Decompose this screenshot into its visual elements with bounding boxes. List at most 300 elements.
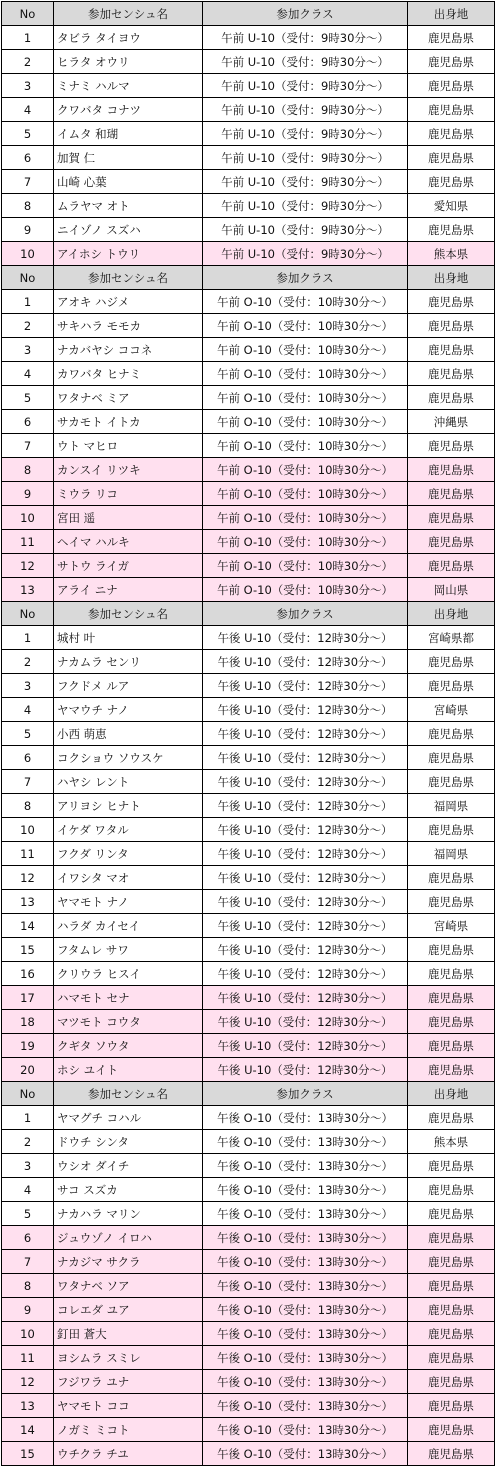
table-row — [2, 194, 495, 218]
row-number: 11 — [2, 530, 54, 554]
row-number: 12 — [2, 1370, 54, 1394]
participant-hometown: 鹿児島県 — [408, 98, 495, 122]
participant-class: 午後 U-10（受付：12時30分〜） — [203, 794, 408, 818]
participant-hometown: 熊本県 — [408, 1130, 495, 1154]
table-row — [2, 938, 495, 962]
participant-hometown: 鹿児島県 — [408, 338, 495, 362]
participant-hometown: 鹿児島県 — [408, 170, 495, 194]
participant-name: マツモト コウタ — [54, 1010, 203, 1034]
table-row — [2, 650, 495, 674]
row-number: 13 — [2, 1394, 54, 1418]
table-row — [2, 50, 495, 74]
table-row — [2, 74, 495, 98]
participant-class: 午前 O-10（受付：10時30分〜） — [203, 578, 408, 602]
participant-hometown: 鹿児島県 — [408, 1346, 495, 1370]
participant-class: 午後 O-10（受付：13時30分〜） — [203, 1442, 408, 1466]
participant-class: 午後 U-10（受付：12時30分〜） — [203, 962, 408, 986]
header-no: No — [2, 266, 54, 290]
participant-hometown: 鹿児島県 — [408, 650, 495, 674]
participant-name: ハマモト セナ — [54, 986, 203, 1010]
row-number: 15 — [2, 1442, 54, 1466]
table-row — [2, 818, 495, 842]
participant-name: イワシタ マオ — [54, 866, 203, 890]
participant-class: 午前 O-10（受付：10時30分〜） — [203, 386, 408, 410]
table-row — [2, 434, 495, 458]
row-number: 20 — [2, 1058, 54, 1082]
participant-class: 午前 O-10（受付：10時30分〜） — [203, 530, 408, 554]
participant-class: 午後 U-10（受付：12時30分〜） — [203, 986, 408, 1010]
row-number: 11 — [2, 1346, 54, 1370]
participant-hometown: 鹿児島県 — [408, 746, 495, 770]
participant-hometown: 鹿児島県 — [408, 362, 495, 386]
participant-name: サカモト イトカ — [54, 410, 203, 434]
table-row — [2, 1178, 495, 1202]
participant-name: アリヨシ ヒナト — [54, 794, 203, 818]
participant-hometown: 鹿児島県 — [408, 554, 495, 578]
participant-name: タビラ タイヨウ — [54, 26, 203, 50]
participant-class: 午後 U-10（受付：12時30分〜） — [203, 1034, 408, 1058]
participant-class: 午後 U-10（受付：12時30分〜） — [203, 746, 408, 770]
table-row — [2, 842, 495, 866]
participant-class: 午前 U-10（受付：9時30分〜） — [203, 146, 408, 170]
row-number: 8 — [2, 458, 54, 482]
participant-name: ヤマモト ナノ — [54, 890, 203, 914]
participant-hometown: 鹿児島県 — [408, 1034, 495, 1058]
table-row — [2, 914, 495, 938]
participant-hometown: 鹿児島県 — [408, 1178, 495, 1202]
participant-hometown: 鹿児島県 — [408, 290, 495, 314]
participant-name: イムタ 和瑚 — [54, 122, 203, 146]
table-row — [2, 986, 495, 1010]
participant-name: 山崎 心葉 — [54, 170, 203, 194]
participant-hometown: 鹿児島県 — [408, 1250, 495, 1274]
participant-name: フジワラ ユナ — [54, 1370, 203, 1394]
table-row — [2, 578, 495, 602]
table-row — [2, 314, 495, 338]
table-row — [2, 962, 495, 986]
row-number: 17 — [2, 986, 54, 1010]
table-row — [2, 890, 495, 914]
participant-hometown: 鹿児島県 — [408, 938, 495, 962]
participant-name: ヤマウチ ナノ — [54, 698, 203, 722]
participant-name: アイホシ トウリ — [54, 242, 203, 266]
participant-name: ホシ ユイト — [54, 1058, 203, 1082]
participant-name: コクショウ ソウスケ — [54, 746, 203, 770]
participant-class: 午後 U-10（受付：12時30分〜） — [203, 914, 408, 938]
participant-hometown: 宮崎県 — [408, 914, 495, 938]
participant-name: ヘイマ ハルキ — [54, 530, 203, 554]
participant-class: 午後 U-10（受付：12時30分〜） — [203, 626, 408, 650]
participant-class: 午後 U-10（受付：12時30分〜） — [203, 890, 408, 914]
section-header-row — [2, 266, 495, 290]
participant-class: 午後 U-10（受付：12時30分〜） — [203, 722, 408, 746]
row-number: 10 — [2, 818, 54, 842]
row-number: 14 — [2, 914, 54, 938]
participant-class: 午後 O-10（受付：13時30分〜） — [203, 1394, 408, 1418]
participant-class: 午前 U-10（受付：9時30分〜） — [203, 50, 408, 74]
participant-hometown: 鹿児島県 — [408, 218, 495, 242]
participant-name: サトウ ライガ — [54, 554, 203, 578]
participant-hometown: 鹿児島県 — [408, 1058, 495, 1082]
participant-name: ムラヤマ オト — [54, 194, 203, 218]
row-number: 7 — [2, 770, 54, 794]
table-row — [2, 170, 495, 194]
row-number: 10 — [2, 242, 54, 266]
header-no: No — [2, 1082, 54, 1106]
participant-class: 午前 U-10（受付：9時30分〜） — [203, 218, 408, 242]
participant-class: 午前 U-10（受付：9時30分〜） — [203, 122, 408, 146]
participant-name: カンスイ リツキ — [54, 458, 203, 482]
participant-class: 午前 O-10（受付：10時30分〜） — [203, 338, 408, 362]
participant-hometown: 鹿児島県 — [408, 506, 495, 530]
table-row — [2, 242, 495, 266]
row-number: 5 — [2, 1202, 54, 1226]
participant-hometown: 福岡県 — [408, 794, 495, 818]
participant-hometown: 鹿児島県 — [408, 26, 495, 50]
participant-name: 小西 萌恵 — [54, 722, 203, 746]
participant-name: 城村 叶 — [54, 626, 203, 650]
participant-class: 午後 O-10（受付：13時30分〜） — [203, 1370, 408, 1394]
participant-name: ナカバヤシ ココネ — [54, 338, 203, 362]
table-row — [2, 122, 495, 146]
participant-class: 午前 O-10（受付：10時30分〜） — [203, 434, 408, 458]
table-row — [2, 554, 495, 578]
participant-class: 午後 U-10（受付：12時30分〜） — [203, 818, 408, 842]
participant-class: 午後 O-10（受付：13時30分〜） — [203, 1154, 408, 1178]
participant-name: サキハラ モモカ — [54, 314, 203, 338]
table-row — [2, 770, 495, 794]
table-row — [2, 1202, 495, 1226]
table-row — [2, 482, 495, 506]
header-class: 参加クラス — [203, 602, 408, 626]
row-number: 4 — [2, 98, 54, 122]
participant-name: コレエダ ユア — [54, 1298, 203, 1322]
participant-class: 午後 U-10（受付：12時30分〜） — [203, 650, 408, 674]
table-row — [2, 1130, 495, 1154]
participant-name: 釘田 蒼大 — [54, 1322, 203, 1346]
participant-name: ナカジマ サクラ — [54, 1250, 203, 1274]
table-row — [2, 866, 495, 890]
row-number: 4 — [2, 362, 54, 386]
participant-name: ヒラタ オウリ — [54, 50, 203, 74]
participant-name: カワバタ ヒナミ — [54, 362, 203, 386]
participant-name: ウト マヒロ — [54, 434, 203, 458]
participant-name: ヨシムラ スミレ — [54, 1346, 203, 1370]
table-row — [2, 1298, 495, 1322]
row-number: 5 — [2, 122, 54, 146]
participant-hometown: 鹿児島県 — [408, 770, 495, 794]
participant-name: 宮田 遥 — [54, 506, 203, 530]
participant-name: クギタ ソウタ — [54, 1034, 203, 1058]
participant-class: 午後 U-10（受付：12時30分〜） — [203, 938, 408, 962]
participant-table-body — [2, 2, 495, 1466]
participant-class: 午前 O-10（受付：10時30分〜） — [203, 458, 408, 482]
header-name: 参加センシュ名 — [54, 602, 203, 626]
participant-hometown: 鹿児島県 — [408, 122, 495, 146]
table-row — [2, 1418, 495, 1442]
participant-class: 午後 O-10（受付：13時30分〜） — [203, 1178, 408, 1202]
participant-hometown: 鹿児島県 — [408, 482, 495, 506]
participant-name: ニイゾノ スズハ — [54, 218, 203, 242]
header-home: 出身地 — [408, 266, 495, 290]
table-row — [2, 218, 495, 242]
participant-name: ノガミ ミコト — [54, 1418, 203, 1442]
participant-hometown: 鹿児島県 — [408, 458, 495, 482]
participant-hometown: 鹿児島県 — [408, 1322, 495, 1346]
participant-name: ウチクラ チユ — [54, 1442, 203, 1466]
row-number: 16 — [2, 962, 54, 986]
row-number: 12 — [2, 554, 54, 578]
row-number: 15 — [2, 938, 54, 962]
row-number: 12 — [2, 866, 54, 890]
table-row — [2, 722, 495, 746]
participant-class: 午後 U-10（受付：12時30分〜） — [203, 1058, 408, 1082]
header-no: No — [2, 602, 54, 626]
table-row — [2, 1034, 495, 1058]
row-number: 4 — [2, 1178, 54, 1202]
table-row — [2, 362, 495, 386]
row-number: 13 — [2, 578, 54, 602]
row-number: 2 — [2, 1130, 54, 1154]
table-row — [2, 338, 495, 362]
table-row — [2, 458, 495, 482]
participant-hometown: 鹿児島県 — [408, 722, 495, 746]
participant-class: 午後 U-10（受付：12時30分〜） — [203, 698, 408, 722]
header-name: 参加センシュ名 — [54, 1082, 203, 1106]
table-row — [2, 1346, 495, 1370]
row-number: 7 — [2, 1250, 54, 1274]
participant-name: 加賀 仁 — [54, 146, 203, 170]
participant-name: ハヤシ レント — [54, 770, 203, 794]
table-row — [2, 1226, 495, 1250]
table-row — [2, 506, 495, 530]
participant-name: ワタナベ ソア — [54, 1274, 203, 1298]
participant-hometown: 鹿児島県 — [408, 386, 495, 410]
row-number: 7 — [2, 434, 54, 458]
participant-class: 午前 U-10（受付：9時30分〜） — [203, 242, 408, 266]
header-class: 参加クラス — [203, 266, 408, 290]
header-name: 参加センシュ名 — [54, 266, 203, 290]
row-number: 10 — [2, 1322, 54, 1346]
section-header-row — [2, 602, 495, 626]
participant-hometown: 沖縄県 — [408, 410, 495, 434]
participant-name: ミウラ リコ — [54, 482, 203, 506]
participant-class: 午後 O-10（受付：13時30分〜） — [203, 1226, 408, 1250]
participant-hometown: 鹿児島県 — [408, 1226, 495, 1250]
row-number: 5 — [2, 722, 54, 746]
participant-class: 午前 O-10（受付：10時30分〜） — [203, 410, 408, 434]
table-row — [2, 794, 495, 818]
participant-class: 午前 O-10（受付：10時30分〜） — [203, 506, 408, 530]
row-number: 6 — [2, 1226, 54, 1250]
table-row — [2, 530, 495, 554]
row-number: 13 — [2, 890, 54, 914]
participant-hometown: 鹿児島県 — [408, 434, 495, 458]
participant-class: 午後 O-10（受付：13時30分〜） — [203, 1298, 408, 1322]
participant-class: 午前 O-10（受付：10時30分〜） — [203, 362, 408, 386]
row-number: 1 — [2, 1106, 54, 1130]
participant-table — [1, 1, 495, 1466]
row-number: 19 — [2, 1034, 54, 1058]
header-home: 出身地 — [408, 602, 495, 626]
header-class: 参加クラス — [203, 2, 408, 26]
participant-hometown: 鹿児島県 — [408, 146, 495, 170]
participant-name: ウシオ ダイチ — [54, 1154, 203, 1178]
participant-hometown: 鹿児島県 — [408, 1106, 495, 1130]
table-row — [2, 674, 495, 698]
participant-name: ジュウゾノ イロハ — [54, 1226, 203, 1250]
row-number: 6 — [2, 410, 54, 434]
table-row — [2, 1394, 495, 1418]
table-row — [2, 386, 495, 410]
table-row — [2, 146, 495, 170]
participant-class: 午前 O-10（受付：10時30分〜） — [203, 554, 408, 578]
participant-hometown: 鹿児島県 — [408, 1394, 495, 1418]
participant-class: 午後 O-10（受付：13時30分〜） — [203, 1322, 408, 1346]
participant-hometown: 鹿児島県 — [408, 674, 495, 698]
participant-hometown: 鹿児島県 — [408, 1274, 495, 1298]
row-number: 11 — [2, 842, 54, 866]
row-number: 2 — [2, 50, 54, 74]
row-number: 9 — [2, 218, 54, 242]
table-row — [2, 1370, 495, 1394]
participant-hometown: 鹿児島県 — [408, 1010, 495, 1034]
table-row — [2, 698, 495, 722]
row-number: 14 — [2, 1418, 54, 1442]
participant-name: ナカムラ センリ — [54, 650, 203, 674]
participant-hometown: 鹿児島県 — [408, 986, 495, 1010]
row-number: 1 — [2, 626, 54, 650]
participant-class: 午後 U-10（受付：12時30分〜） — [203, 770, 408, 794]
participant-class: 午後 O-10（受付：13時30分〜） — [203, 1274, 408, 1298]
table-row — [2, 1442, 495, 1466]
participant-class: 午前 U-10（受付：9時30分〜） — [203, 194, 408, 218]
row-number: 8 — [2, 794, 54, 818]
participant-class: 午前 O-10（受付：10時30分〜） — [203, 314, 408, 338]
table-row — [2, 410, 495, 434]
participant-name: ワタナベ ミア — [54, 386, 203, 410]
participant-name: ナカハラ マリン — [54, 1202, 203, 1226]
participant-class: 午後 U-10（受付：12時30分〜） — [203, 674, 408, 698]
participant-hometown: 福岡県 — [408, 842, 495, 866]
participant-name: イケダ ワタル — [54, 818, 203, 842]
row-number: 18 — [2, 1010, 54, 1034]
table-row — [2, 626, 495, 650]
row-number: 8 — [2, 194, 54, 218]
row-number: 1 — [2, 290, 54, 314]
row-number: 9 — [2, 1298, 54, 1322]
participant-class: 午後 O-10（受付：13時30分〜） — [203, 1250, 408, 1274]
participant-hometown: 鹿児島県 — [408, 1370, 495, 1394]
participant-name: ドウチ シンタ — [54, 1130, 203, 1154]
row-number: 6 — [2, 746, 54, 770]
row-number: 1 — [2, 26, 54, 50]
table-row — [2, 290, 495, 314]
participant-hometown: 岡山県 — [408, 578, 495, 602]
row-number: 10 — [2, 506, 54, 530]
participant-class: 午後 O-10（受付：13時30分〜） — [203, 1106, 408, 1130]
header-class: 参加クラス — [203, 1082, 408, 1106]
participant-name: クリウラ ヒスイ — [54, 962, 203, 986]
participant-class: 午前 U-10（受付：9時30分〜） — [203, 26, 408, 50]
header-no: No — [2, 2, 54, 26]
row-number: 3 — [2, 1154, 54, 1178]
section-header-row — [2, 1082, 495, 1106]
row-number: 8 — [2, 1274, 54, 1298]
row-number: 5 — [2, 386, 54, 410]
participant-class: 午後 O-10（受付：13時30分〜） — [203, 1346, 408, 1370]
participant-class: 午前 U-10（受付：9時30分〜） — [203, 74, 408, 98]
table-row — [2, 1010, 495, 1034]
table-row — [2, 1322, 495, 1346]
participant-name: アライ ニナ — [54, 578, 203, 602]
participant-hometown: 鹿児島県 — [408, 818, 495, 842]
participant-hometown: 鹿児島県 — [408, 314, 495, 338]
participant-name: フクドメ ルア — [54, 674, 203, 698]
participant-hometown: 鹿児島県 — [408, 1298, 495, 1322]
row-number: 4 — [2, 698, 54, 722]
participant-class: 午後 O-10（受付：13時30分〜） — [203, 1130, 408, 1154]
participant-hometown: 愛知県 — [408, 194, 495, 218]
participant-name: フタムレ サワ — [54, 938, 203, 962]
participant-hometown: 熊本県 — [408, 242, 495, 266]
participant-hometown: 鹿児島県 — [408, 1442, 495, 1466]
header-home: 出身地 — [408, 1082, 495, 1106]
participant-class: 午前 O-10（受付：10時30分〜） — [203, 482, 408, 506]
row-number: 2 — [2, 650, 54, 674]
participant-class: 午後 O-10（受付：13時30分〜） — [203, 1202, 408, 1226]
participant-name: クワバタ コナツ — [54, 98, 203, 122]
participant-name: サコ スズカ — [54, 1178, 203, 1202]
row-number: 7 — [2, 170, 54, 194]
participant-hometown: 鹿児島県 — [408, 962, 495, 986]
participant-name: ヤマモト ココ — [54, 1394, 203, 1418]
header-home: 出身地 — [408, 2, 495, 26]
table-row — [2, 98, 495, 122]
participant-hometown: 鹿児島県 — [408, 866, 495, 890]
participant-class: 午後 O-10（受付：13時30分〜） — [203, 1418, 408, 1442]
participant-hometown: 鹿児島県 — [408, 1154, 495, 1178]
participant-class: 午後 U-10（受付：12時30分〜） — [203, 842, 408, 866]
table-row — [2, 1250, 495, 1274]
participant-class: 午前 O-10（受付：10時30分〜） — [203, 290, 408, 314]
table-row — [2, 1058, 495, 1082]
participant-name: アオキ ハジメ — [54, 290, 203, 314]
participant-class: 午前 U-10（受付：9時30分〜） — [203, 170, 408, 194]
row-number: 2 — [2, 314, 54, 338]
participant-hometown: 宮崎県 — [408, 698, 495, 722]
participant-hometown: 鹿児島県 — [408, 50, 495, 74]
table-row — [2, 1106, 495, 1130]
table-row — [2, 1154, 495, 1178]
table-row — [2, 746, 495, 770]
participant-hometown: 鹿児島県 — [408, 1418, 495, 1442]
participant-hometown: 鹿児島県 — [408, 890, 495, 914]
participant-hometown: 鹿児島県 — [408, 74, 495, 98]
participant-name: ミナミ ハルマ — [54, 74, 203, 98]
table-row — [2, 1274, 495, 1298]
participant-name: ヤマグチ コハル — [54, 1106, 203, 1130]
participant-class: 午後 U-10（受付：12時30分〜） — [203, 1010, 408, 1034]
participant-name: ハラダ カイセイ — [54, 914, 203, 938]
row-number: 6 — [2, 146, 54, 170]
row-number: 3 — [2, 674, 54, 698]
participant-class: 午前 U-10（受付：9時30分〜） — [203, 98, 408, 122]
table-row — [2, 26, 495, 50]
row-number: 9 — [2, 482, 54, 506]
row-number: 3 — [2, 338, 54, 362]
participant-hometown: 鹿児島県 — [408, 530, 495, 554]
